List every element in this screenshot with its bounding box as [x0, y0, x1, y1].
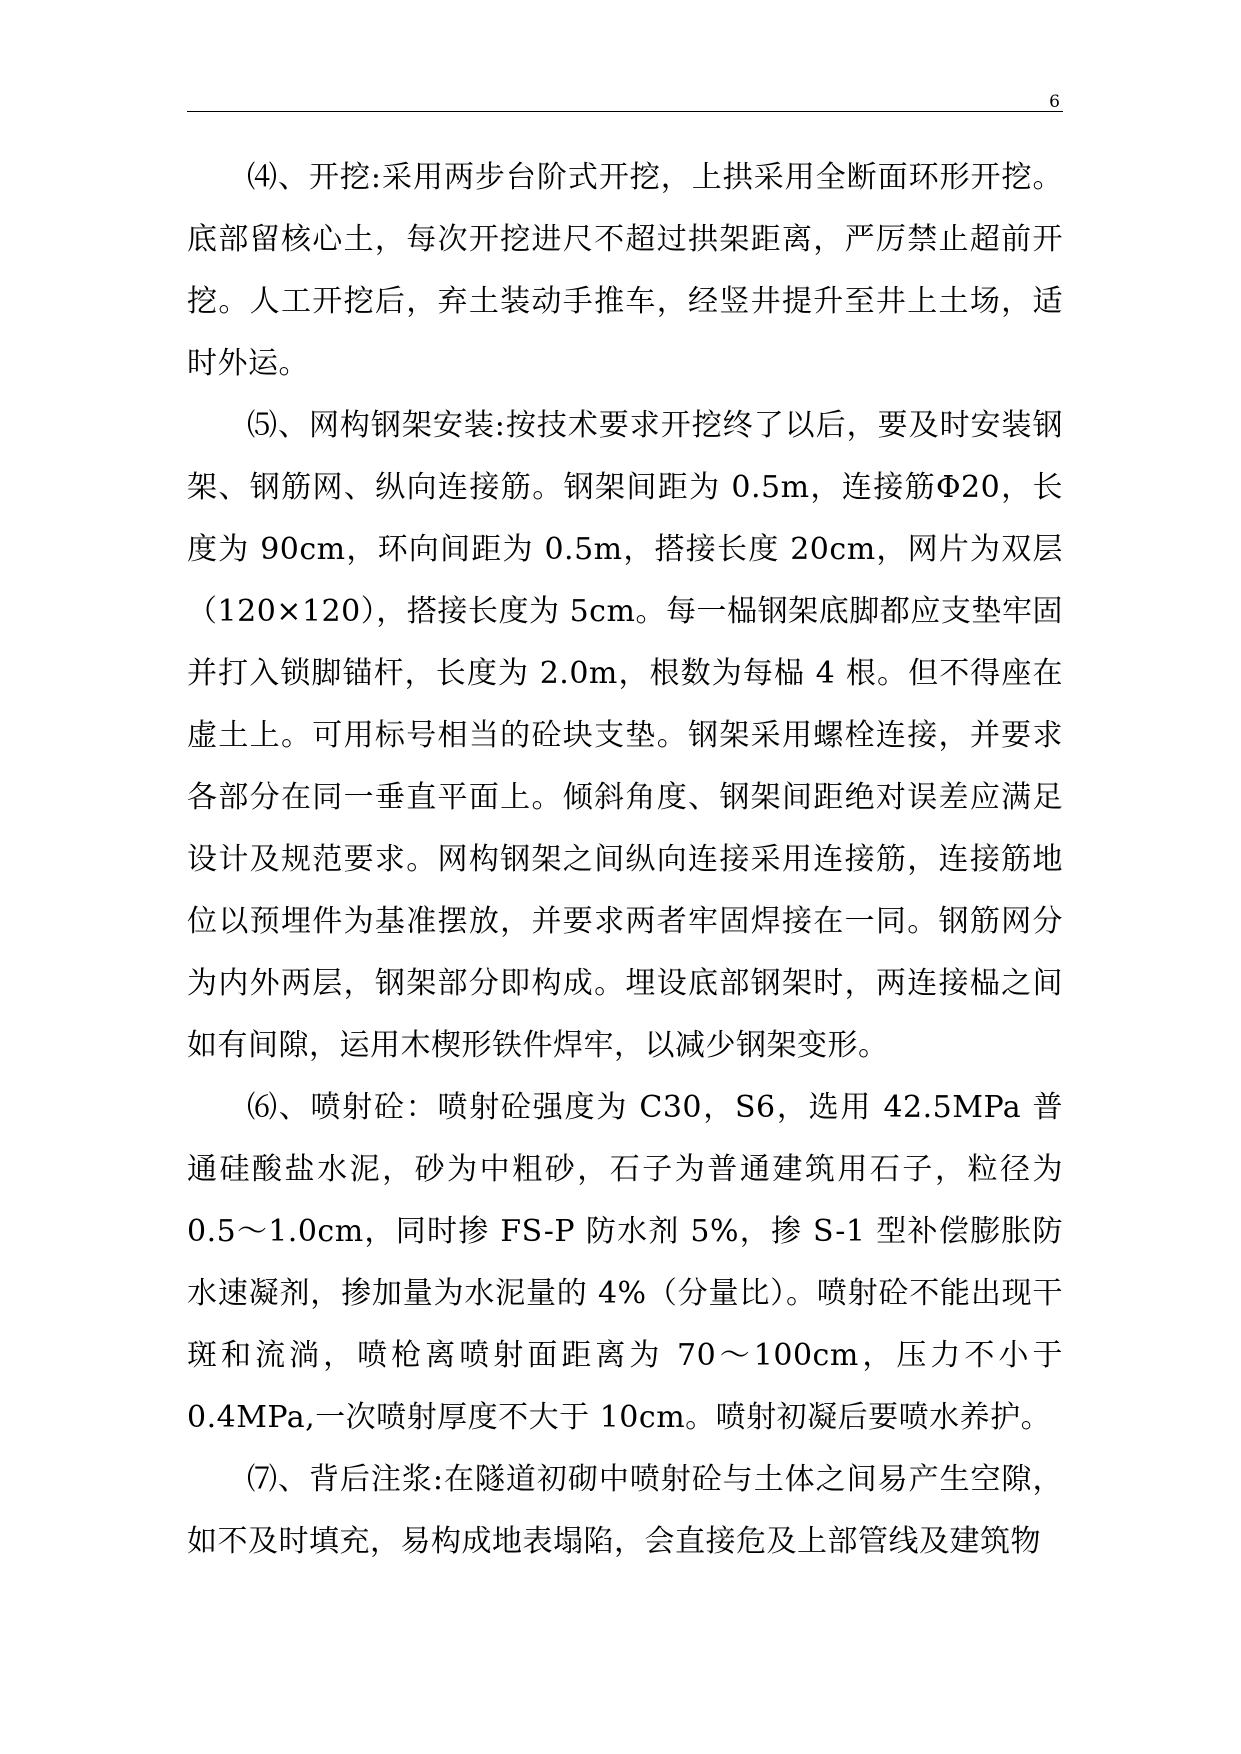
paragraph-steel-frame-installation: ⑸、网构钢架安装:按技术要求开挖终了以后，要及时安装钢架、钢筋网、纵向连接筋。钢架间距为 0.5m，连接筋Φ20，长度为 90cm，环向间距为 0.5m，搭接长度 20cm，网片为双层（120×120），搭接长度为 5cm。每一榀钢架底脚都应支垫牢固并打入锁脚锚杆，长度为 2.0m，根数为每榀 4 根。但不得座在虚土上。可用标号相当的砼块支垫。钢架采用螺栓连接，并要求各部分在同一垂直平面上。倾斜角度、钢架间距绝对误差应满足设计及规范要求。网构钢架之间纵向连接采用连接筋，连接筋地位以预埋件为基准摆放，并要求两者牢固焊接在一同。钢筋网分为内外两层，钢架部分即构成。埋设底部钢架时，两连接榀之间如有间隙，运用木楔形铁件焊牢，以减少钢架变形。 [187, 408, 1063, 1063]
page-number: 6 [1049, 92, 1060, 112]
paragraph-backfill-grouting: ⑺、背后注浆:在隧道初砌中喷射砼与土体之间易产生空隙，如不及时填充，易构成地表塌陷，会直接危及上部管线及建筑物 [187, 1462, 1063, 1559]
paragraph-excavation: ⑷、开挖:采用两步台阶式开挖，上拱采用全断面环形开挖。底部留核心土，每次开挖进尺不超过拱架距离，严厉禁止超前开挖。人工开挖后，弃土装动手推车，经竖井提升至井上土场，适时外运。 [187, 160, 1063, 381]
document-body [187, 147, 1063, 1573]
header-divider [187, 111, 1063, 112]
paragraph-shotcrete: ⑹、喷射砼：喷射砼强度为 C30，S6，选用 42.5MPa 普通硅酸盐水泥，砂为中粗砂，石子为普通建筑用石子，粒径为 0.5～1.0cm，同时掺 FS-P 防水剂 5%，掺 S-1 型补偿膨胀防水速凝剂，掺加量为水泥量的 4%（分量比）。喷射砼不能出现干斑和流淌，喷枪离喷射面距离为 70～100cm，压力不小于 0.4MPa,一次喷射厚度不大于 10cm。喷射初凝后要喷水养护。 [187, 1090, 1063, 1435]
